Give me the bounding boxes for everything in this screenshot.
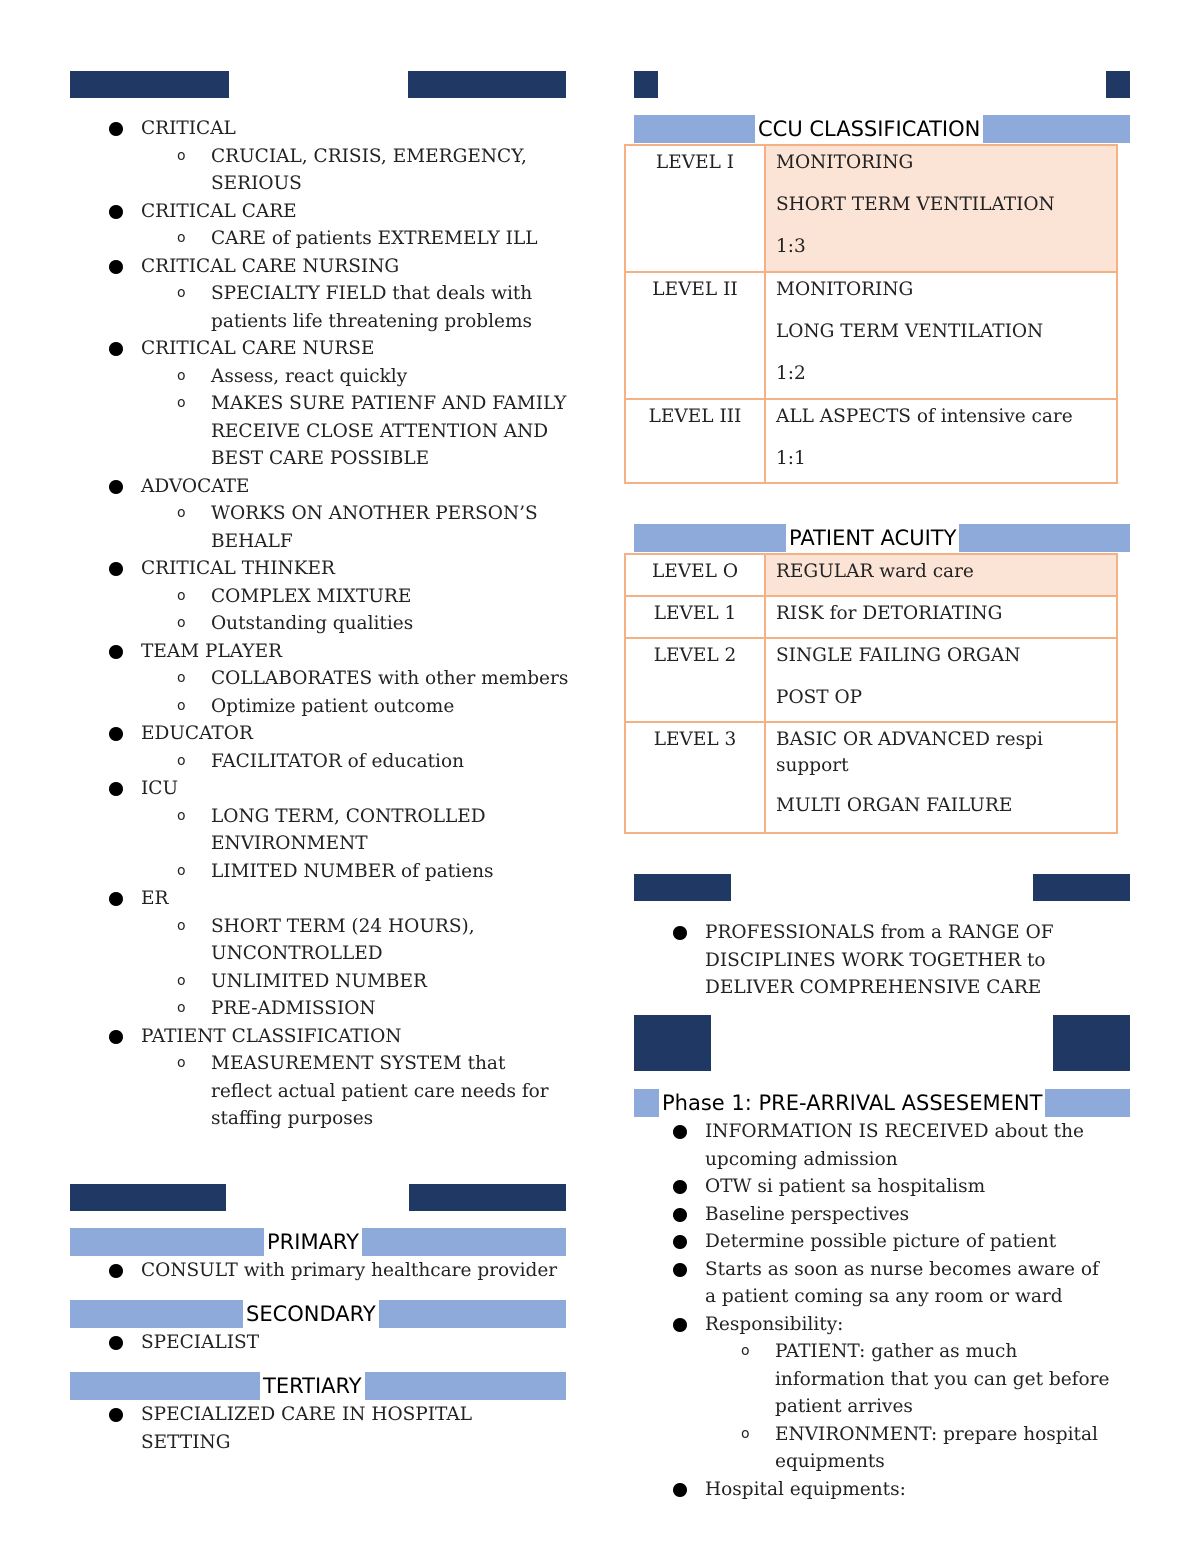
- header-bar-right-d: [1033, 874, 1130, 901]
- table-cell-level: LEVEL II: [625, 272, 765, 399]
- table-cell-level: LEVEL 2: [625, 638, 765, 722]
- header-bar-right-a: [634, 71, 658, 98]
- sub-list-item: o FACILITATOR of education: [70, 748, 570, 776]
- table-cell-level: LEVEL I: [625, 145, 765, 272]
- list-item: CRITICAL CARE NURSE: [70, 335, 570, 363]
- list-item: ADVOCATE: [70, 473, 570, 501]
- list-item: EDUCATOR: [70, 720, 570, 748]
- list-item: CRITICAL THINKER: [70, 555, 570, 583]
- table-cell-desc: SINGLE FAILING ORGAN POST OP: [765, 638, 1117, 722]
- sub-list-item: o WORKS ON ANOTHER PERSON’S BEHALF: [70, 500, 570, 555]
- tertiary-title: TERTIARY: [260, 1372, 365, 1400]
- sub-list-item: o COLLABORATES with other members: [70, 665, 570, 693]
- list-item: Determine possible picture of patient: [634, 1228, 1114, 1256]
- table-cell-desc: MONITORING SHORT TERM VENTILATION 1:3: [765, 145, 1117, 272]
- list-item: PATIENT CLASSIFICATION: [70, 1023, 570, 1051]
- ccu-table: [624, 144, 1118, 484]
- table-cell-desc: MONITORING LONG TERM VENTILATION 1:2: [765, 272, 1117, 399]
- secondary-title: SECONDARY: [243, 1300, 379, 1328]
- secondary-list: [70, 1329, 570, 1357]
- definitions-list: [70, 115, 570, 1133]
- list-item: Starts as soon as nurse becomes aware of a patient coming sa any room or ward: [634, 1256, 1114, 1311]
- sub-list-item: o Assess, react quickly: [70, 363, 570, 391]
- acuity-table: [624, 553, 1118, 834]
- phase1-list: [634, 1118, 1114, 1503]
- sub-list-item: o PRE-ADMISSION: [70, 995, 570, 1023]
- header-bar-left-c: [70, 1184, 226, 1211]
- table-cell-level: LEVEL 3: [625, 722, 765, 833]
- table-cell-desc: RISK for DETORIATING: [765, 596, 1117, 638]
- list-item: INFORMATION IS RECEIVED about the upcoming admission: [634, 1118, 1114, 1173]
- table-cell-desc: REGULAR ward care: [765, 554, 1117, 596]
- sub-list-item: o ENVIRONMENT: prepare hospital equipments: [634, 1421, 1114, 1476]
- list-item: Baseline perspectives: [634, 1201, 1114, 1229]
- table-cell-level: LEVEL III: [625, 399, 765, 483]
- sub-list-item: o SHORT TERM (24 HOURS), UNCONTROLLED: [70, 913, 570, 968]
- header-bar-right-b: [1106, 71, 1130, 98]
- team-list: [634, 919, 1064, 1002]
- header-bar-left-b: [408, 71, 566, 98]
- header-bar-left-d: [409, 1184, 566, 1211]
- table-cell-desc: ALL ASPECTS of intensive care 1:1: [765, 399, 1117, 483]
- list-item: Hospital equipments:: [634, 1476, 1114, 1504]
- table-row: [625, 272, 1117, 399]
- sub-list-item: o UNLIMITED NUMBER: [70, 968, 570, 996]
- sub-list-item: o Optimize patient outcome: [70, 693, 570, 721]
- sub-list-item: o MEASUREMENT SYSTEM that reflect actual patient care needs for staffing purposes: [70, 1050, 570, 1133]
- list-item: OTW si patient sa hospitalism: [634, 1173, 1114, 1201]
- header-bar-right-f: [1053, 1015, 1130, 1071]
- table-cell-desc: BASIC OR ADVANCED respi support MULTI ORGAN FAILURE: [765, 722, 1117, 833]
- table-row: [625, 554, 1117, 596]
- sub-list-item: o COMPLEX MIXTURE: [70, 583, 570, 611]
- list-item: CONSULT with primary healthcare provider: [70, 1257, 570, 1285]
- table-row: [625, 722, 1117, 833]
- table-cell-level: LEVEL O: [625, 554, 765, 596]
- table-row: [625, 638, 1117, 722]
- primary-title: PRIMARY: [264, 1228, 362, 1256]
- sub-list-item: o CARE of patients EXTREMELY ILL: [70, 225, 570, 253]
- header-bar-right-e: [634, 1015, 711, 1071]
- list-item: PROFESSIONALS from a RANGE OF DISCIPLINES WORK TOGETHER to DELIVER COMPREHENSIVE CARE: [634, 919, 1064, 1002]
- list-item: ER: [70, 885, 570, 913]
- list-item: CRITICAL CARE: [70, 198, 570, 226]
- sub-list-item: o SPECIALTY FIELD that deals with patients life threatening problems: [70, 280, 570, 335]
- header-bar-left-a: [70, 71, 229, 98]
- list-item: Responsibility:: [634, 1311, 1114, 1339]
- sub-list-item: o LONG TERM, CONTROLLED ENVIRONMENT: [70, 803, 570, 858]
- sub-list-item: o PATIENT: gather as much information that you can get before patient arrives: [634, 1338, 1114, 1421]
- acuity-title: PATIENT ACUITY: [786, 524, 959, 552]
- table-row: [625, 596, 1117, 638]
- ccu-title: CCU CLASSIFICATION: [755, 115, 983, 143]
- list-item: CRITICAL CARE NURSING: [70, 253, 570, 281]
- sub-list-item: o LIMITED NUMBER of patiens: [70, 858, 570, 886]
- list-item: SPECIALIZED CARE IN HOSPITAL SETTING: [70, 1401, 510, 1456]
- tertiary-list: [70, 1401, 510, 1456]
- list-item: SPECIALIST: [70, 1329, 570, 1357]
- phase1-title: Phase 1: PRE-ARRIVAL ASSESEMENT: [659, 1089, 1045, 1117]
- sub-list-item: o CRUCIAL, CRISIS, EMERGENCY, SERIOUS: [70, 143, 570, 198]
- table-row: [625, 145, 1117, 272]
- table-cell-level: LEVEL 1: [625, 596, 765, 638]
- list-item: TEAM PLAYER: [70, 638, 570, 666]
- table-row: [625, 399, 1117, 483]
- header-bar-right-c: [634, 874, 731, 901]
- primary-list: [70, 1257, 570, 1285]
- list-item: CRITICAL: [70, 115, 570, 143]
- list-item: ICU: [70, 775, 570, 803]
- sub-list-item: o MAKES SURE PATIENF AND FAMILY RECEIVE CLOSE ATTENTION AND BEST CARE POSSIBLE: [70, 390, 570, 473]
- sub-list-item: o Outstanding qualities: [70, 610, 570, 638]
